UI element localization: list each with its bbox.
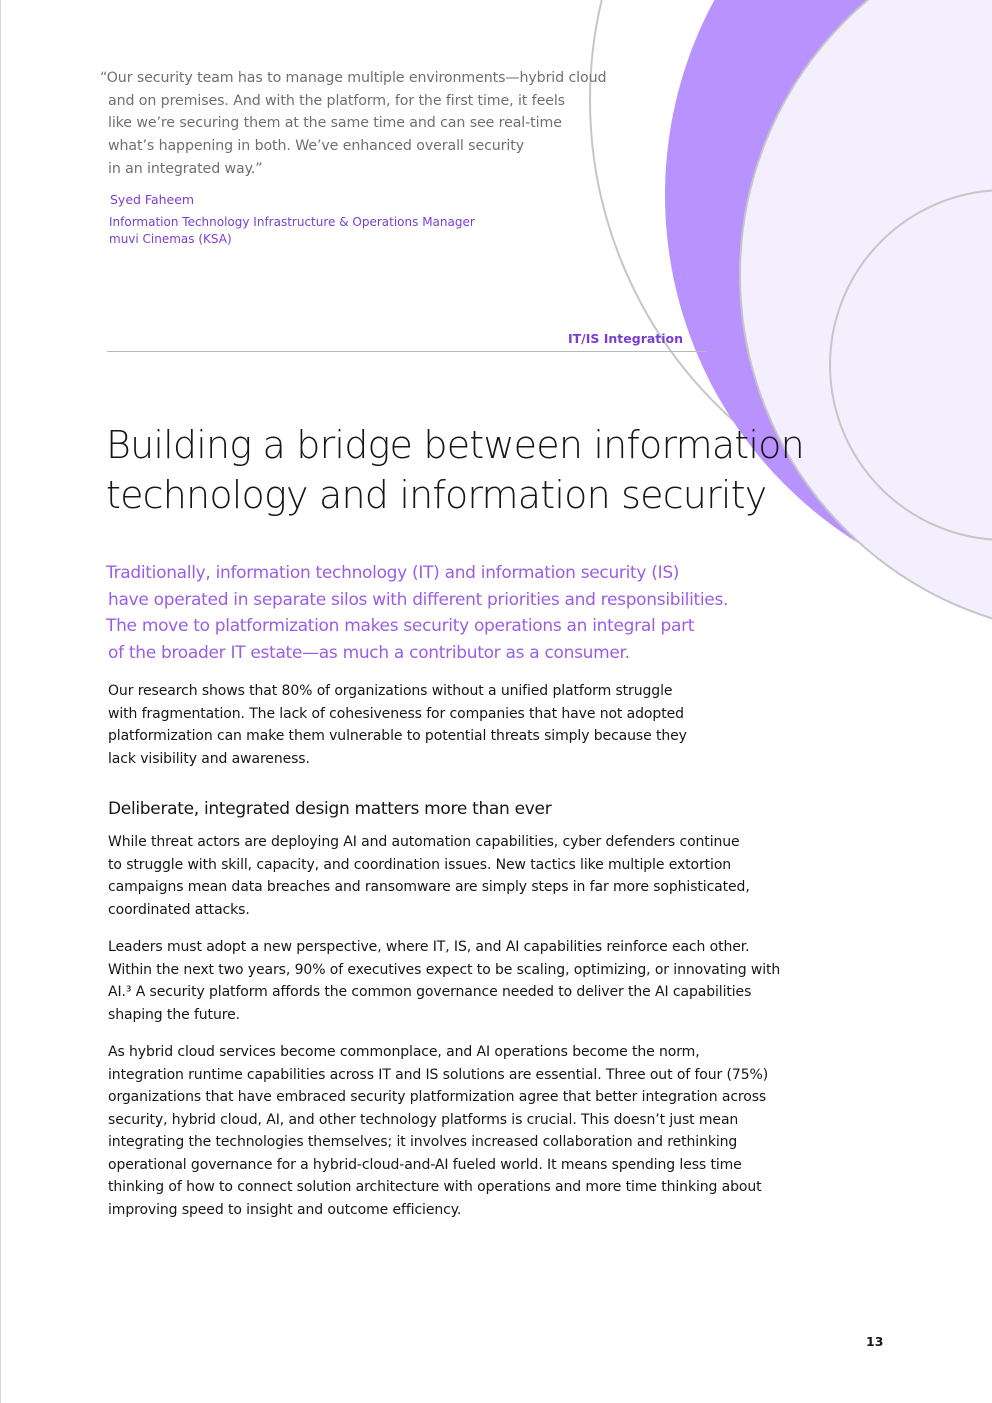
quote-author-role	[109, 214, 475, 247]
body-paragraph-1	[108, 680, 687, 770]
body-line: coordinated attacks.	[108, 901, 250, 918]
lead-line: of the broader IT estate—as much a contributor as a consumer.	[108, 642, 630, 663]
subheading: Deliberate, integrated design matters more than ever	[108, 799, 552, 819]
body-line: organizations that have embraced security platformization agree that better integration across	[108, 1089, 767, 1105]
quote-line: what’s happening in both. We’ve enhanced overall security	[108, 138, 525, 155]
headline-line: technology and information security	[106, 473, 767, 517]
body-line: operational governance for a hybrid-cloud-and-AI fueled world. It means spending less time	[108, 1156, 742, 1173]
page-number: 13	[866, 1334, 884, 1349]
body-line: Our research shows that 80% of organizations without a unified platform struggle	[108, 683, 673, 699]
author-company: muvi Cinemas (KSA)	[109, 231, 232, 246]
lead-line: The move to platformization makes security operations an integral part	[106, 616, 695, 636]
body-line: As hybrid cloud services become commonplace, and AI operations become the norm,	[108, 1044, 700, 1060]
page-headline	[106, 420, 804, 520]
body-line: security, hybrid cloud, AI, and other technology platforms is crucial. This doesn’t just mean	[108, 1111, 739, 1128]
body-paragraph-4	[108, 1041, 768, 1221]
lead-paragraph	[106, 560, 728, 666]
lead-line: have operated in separate silos with different priorities and responsibilities.	[108, 589, 729, 610]
testimonial-quote	[100, 67, 620, 181]
quote-author: Syed Faheem	[110, 192, 195, 207]
body-line: integrating the technologies themselves; it involves increased collaboration and rethinking	[108, 1134, 738, 1150]
quote-line: “Our security team has to manage multiple environments—hybrid cloud	[100, 70, 607, 86]
body-line: thinking of how to connect solution architecture with operations and more time thinking about	[108, 1179, 762, 1195]
body-line: to struggle with skill, capacity, and coordination issues. New tactics like multiple extortion	[108, 856, 732, 873]
section-divider	[107, 351, 707, 352]
quote-line: like we’re securing them at the same time and can see real-time	[108, 115, 562, 132]
headline-line: Building a bridge between information	[106, 423, 804, 467]
body-line: lack visibility and awareness.	[108, 750, 310, 767]
body-paragraph-2	[108, 831, 750, 921]
section-label: IT/IS Integration	[568, 331, 684, 346]
body-line: Leaders must adopt a new perspective, where IT, IS, and AI capabilities reinforce each other.	[108, 939, 750, 955]
quote-line: in an integrated way.”	[108, 160, 263, 177]
lead-line: Traditionally, information technology (IT) and information security (IS)	[106, 563, 680, 583]
body-paragraph-3	[108, 936, 780, 1026]
body-line: While threat actors are deploying AI and automation capabilities, cyber defenders continue	[108, 834, 740, 850]
body-line: with fragmentation. The lack of cohesiveness for companies that have not adopted	[108, 705, 684, 722]
body-line: AI.³ A security platform affords the common governance needed to deliver the AI capabilities	[108, 984, 752, 1000]
body-line: integration runtime capabilities across IT and IS solutions are essential. Three out of four (75%)	[108, 1066, 769, 1083]
author-title: Information Technology Infrastructure & Operations Manager	[109, 215, 475, 229]
quote-line: and on premises. And with the platform, for the first time, it feels	[108, 92, 565, 109]
body-line: Within the next two years, 90% of executives expect to be scaling, optimizing, or innovating with	[108, 961, 781, 978]
body-line: improving speed to insight and outcome efficiency.	[108, 1201, 462, 1218]
body-line: campaigns mean data breaches and ransomware are simply steps in far more sophisticated,	[108, 879, 750, 895]
body-line: platformization can make them vulnerable to potential threats simply because they	[108, 728, 687, 744]
body-line: shaping the future.	[108, 1006, 240, 1023]
